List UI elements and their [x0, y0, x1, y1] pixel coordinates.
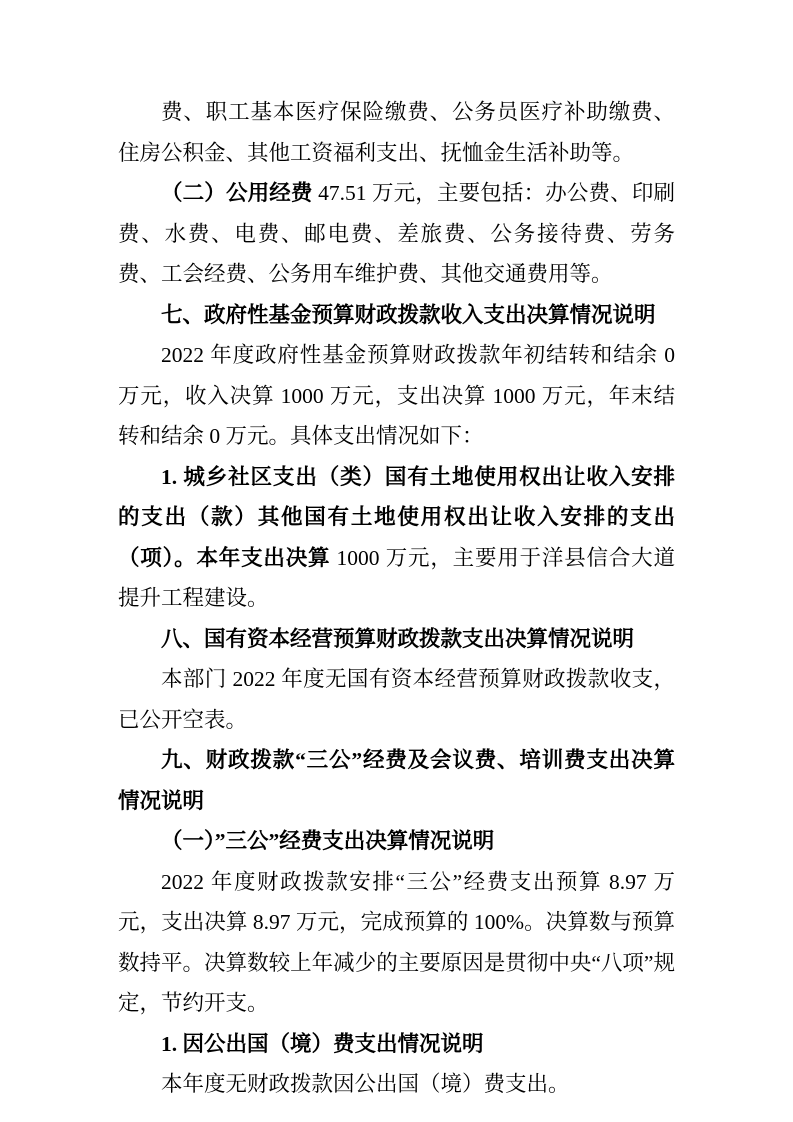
paragraph-public-funds: [118, 173, 675, 295]
paragraph-gov-fund-detail: 2022 年度政府性基金预算财政拨款年初结转和结余 0 万元，收入决算 1000 万元，支出决算 1000 万元，年末结转和结余 0 万元。具体支出情况如下：: [118, 343, 675, 448]
document-body: [118, 92, 675, 1105]
heading-section-seven: 七、政府性基金预算财政拨款收入支出决算情况说明: [161, 302, 656, 327]
heading-section-nine: 九、财政拨款“三公”经费及会议费、培训费支出决算情况说明: [118, 748, 675, 813]
land-transfer-label: 1. 城乡社区支出（类）国有土地使用权出让收入安排的支出（款）其他国有土地使用权出让收入安排的支出（项）。本年支出决算: [118, 464, 675, 570]
paragraph-overseas-travel-none: 本年度无财政拨款因公出国（境）费支出。: [161, 1072, 570, 1096]
paragraph-land-transfer-expenditure: [118, 457, 675, 619]
paragraph-state-capital-none: 本部门 2022 年度无国有资本经营预算财政拨款收支，已公开空表。: [118, 667, 675, 732]
public-funds-label: （二）公用经费: [161, 181, 313, 205]
land-transfer-text: 1000 万元，主要用于洋县信合大道提升工程建设。: [118, 545, 675, 610]
heading-section-eight: 八、国有资本经营预算财政拨款支出决算情况说明: [161, 626, 635, 651]
heading-overseas-travel: 1. 因公出国（境）费支出情况说明: [161, 1031, 484, 1056]
heading-section-nine-sub-one: （一）”三公”经费支出决算情况说明: [161, 829, 495, 853]
public-funds-text: 47.51 万元，主要包括：办公费、印刷费、水费、电费、邮电费、差旅费、公务接待费、劳务费、工会经费、公务用车维护费、其他交通费用等。: [118, 181, 675, 286]
paragraph-three-public-detail: 2022 年度财政拨款安排“三公”经费支出预算 8.97 万元，支出决算 8.97 万元，完成预算的 100%。决算数与预算数持平。决算数较上年减少的主要原因是贯彻中央“八项”规定，节约开支。: [118, 869, 675, 1015]
paragraph-salary-items-continued: 费、职工基本医疗保险缴费、公务员医疗补助缴费、住房公积金、其他工资福利支出、抚恤金生活补助等。: [118, 100, 675, 165]
